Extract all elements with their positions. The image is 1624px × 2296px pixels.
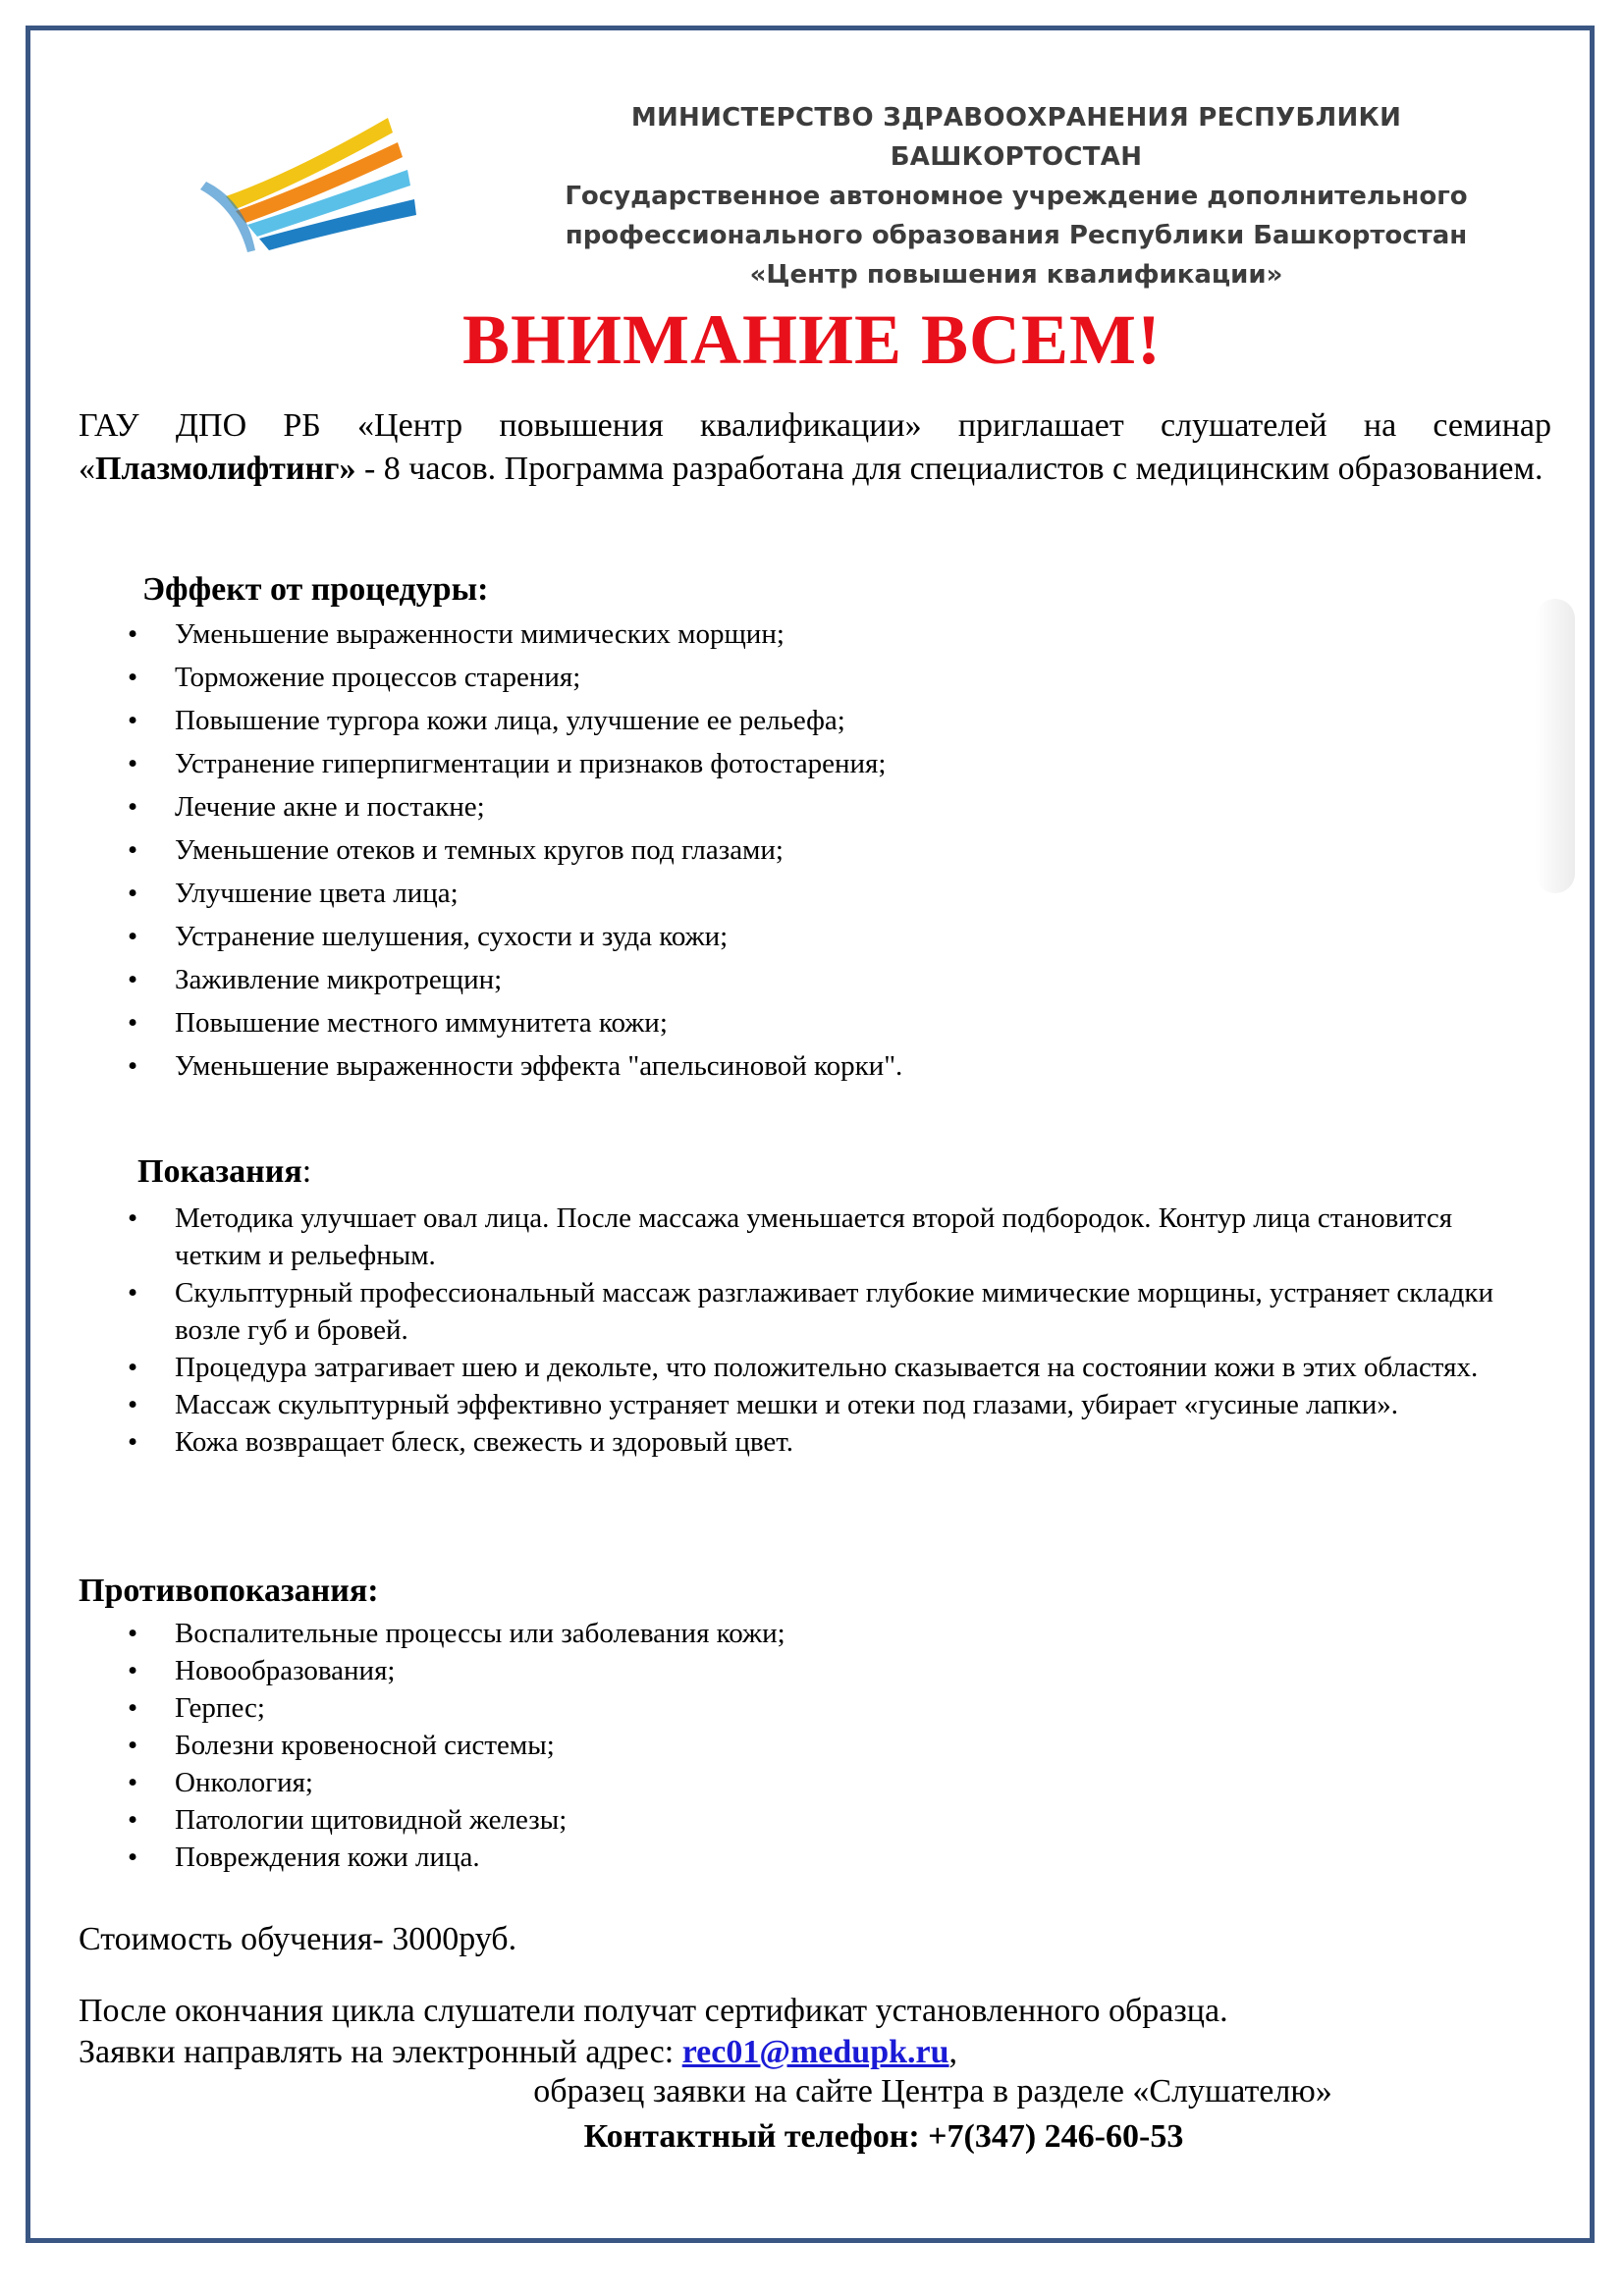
sample-line: образец заявки на сайте Центра в разделе «Слушателю» (533, 2073, 1332, 2109)
requests-text: Заявки направлять на электронный адрес: (79, 2034, 682, 2070)
cost-line: Стоимость обучения- 3000руб. (79, 1921, 517, 1957)
indications-item: • Массаж скульптурный эффективно устраняет мешки и отеки под глазами, убирает «гусиные лапки». (128, 1386, 1542, 1423)
intro-text-2: - 8 часов. Программа разработана для специалистов с медицинским образованием. (355, 451, 1543, 487)
effect-item: • Торможение процессов старения; (128, 656, 1011, 699)
contraindications-list (128, 1615, 1110, 1876)
indications-heading (137, 1153, 311, 1191)
effect-item: • Устранение шелушения, сухости и зуда кожи; (128, 915, 1011, 958)
effect-heading: Эффект от процедуры: (142, 571, 489, 608)
effect-list (128, 613, 1011, 1088)
indications-list (128, 1200, 1542, 1461)
effect-item: • Улучшение цвета лица; (128, 872, 1011, 915)
effect-item: • Уменьшение выраженности эффекта "апельсиновой корки". (128, 1044, 1011, 1088)
after-block (79, 1991, 1228, 2073)
email-link[interactable]: rec01@medupk.ru (681, 2034, 949, 2070)
intro-paragraph (79, 404, 1551, 491)
indications-item: • Скульптурный профессиональный массаж разглаживает глубокие мимические морщины, устраняет складки возле губ и бровей. (128, 1274, 1542, 1349)
contraindications-item: • Онкология; (128, 1764, 1110, 1801)
certificate-line: После окончания цикла слушатели получат сертификат установленного образца. (79, 1993, 1228, 2029)
side-shadow (1536, 599, 1575, 893)
ministry-line: МИНИСТЕРСТВО ЗДРАВООХРАНЕНИЯ РЕСПУБЛИКИ БАШКОРТОСТАН (630, 103, 1402, 172)
effect-item: • Повышение тургора кожи лица, улучшение ее рельефа; (128, 699, 1011, 742)
requests-comma: , (948, 2034, 958, 2070)
indications-heading-text: Показания (137, 1153, 302, 1190)
header-line-4: «Центр повышения квалификации» (749, 260, 1283, 290)
contraindications-item: • Болезни кровеносной системы; (128, 1727, 1110, 1764)
effect-item: • Уменьшение отеков и темных кругов под глазами; (128, 828, 1011, 872)
organization-header (501, 98, 1532, 294)
header-line-3: профессионального образования Республики Башкортостан (565, 221, 1468, 250)
phone-line: Контактный телефон: +7(347) 246-60-53 (583, 2118, 1184, 2155)
page-title: ВНИМАНИЕ ВСЕМ! (462, 300, 1162, 379)
contraindications-item: • Новообразования; (128, 1652, 1110, 1689)
contraindications-item: • Повреждения кожи лица. (128, 1839, 1110, 1876)
requests-line (79, 2032, 1228, 2073)
contraindications-item: • Воспалительные процессы или заболевания кожи; (128, 1615, 1110, 1652)
effect-item: • Заживление микротрещин; (128, 958, 1011, 1001)
indications-item: • Кожа возвращает блеск, свежесть и здоровый цвет. (128, 1423, 1542, 1461)
intro-text-1: ГАУ ДПО РБ «Центр повышения квалификации» приглашает слушателей на семинар « (79, 407, 1551, 487)
effect-item: • Уменьшение выраженности мимических морщин; (128, 613, 1011, 656)
effect-item: • Лечение акне и постакне; (128, 785, 1011, 828)
effect-item: • Повышение местного иммунитета кожи; (128, 1001, 1011, 1044)
contraindications-item: • Герпес; (128, 1689, 1110, 1727)
indications-item: • Процедура затрагивает шею и декольте, что положительно сказывается на состоянии кожи в этих областях. (128, 1349, 1542, 1386)
contraindications-item: • Патологии щитовидной железы; (128, 1801, 1110, 1839)
course-name: Плазмолифтинг» (95, 451, 356, 487)
indications-item: • Методика улучшает овал лица. После массажа уменьшается второй подбородок. Контур лица становится четким и рельефным. (128, 1200, 1542, 1274)
effect-item: • Устранение гиперпигментации и признаков фотостарения; (128, 742, 1011, 785)
contraindications-heading: Противопоказания: (79, 1573, 379, 1609)
indications-colon: : (301, 1153, 312, 1190)
header-line-2: Государственное автономное учреждение дополнительного (565, 182, 1468, 211)
center-logo (187, 103, 432, 260)
